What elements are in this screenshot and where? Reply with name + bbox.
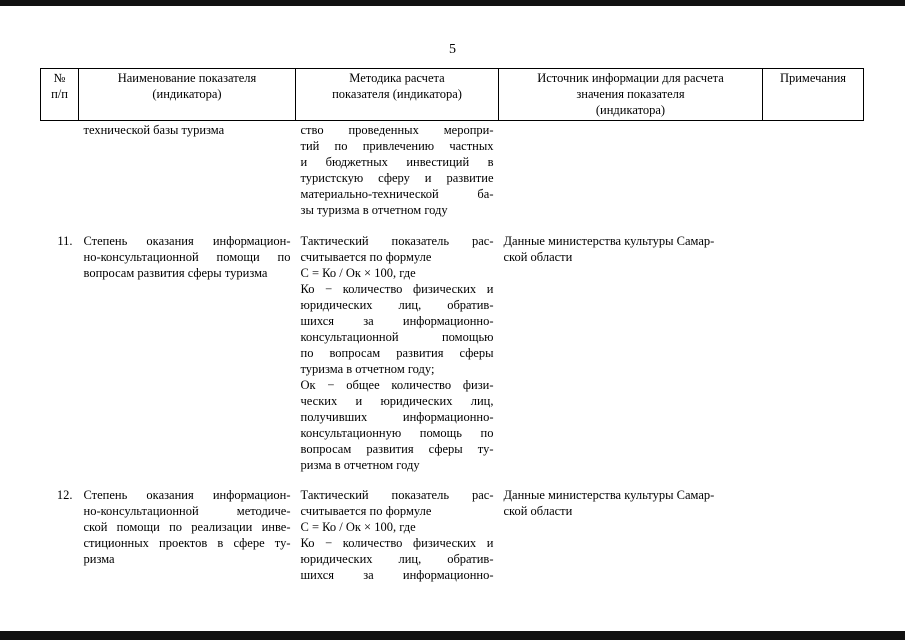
header-notes: Примечания — [763, 69, 864, 121]
header-name: Наименование показателя (индикатора) — [79, 69, 296, 121]
cell-name: Степень оказания информацион- но-консультационной помощи по вопросам развития сферы туризма — [83, 234, 291, 280]
scan-top-edge — [0, 0, 905, 6]
table-row-12 — [41, 487, 864, 583]
table-header-row — [41, 69, 864, 121]
cell-method: ство проведенных меропри- тий по привлечению частных и бюджетных инвестиций в туристскую сферу и развитие материально-технической ба- зы туризма в отчетном году — [300, 123, 494, 217]
header-method: Методика расчета показателя (индикатора) — [296, 69, 499, 121]
cell-name: технической базы туризма — [83, 123, 225, 137]
cell-source — [499, 121, 763, 234]
cell-notes — [763, 233, 864, 487]
scan-bottom-edge — [0, 631, 905, 640]
cell-num — [41, 121, 79, 234]
header-source: Источник информации для расчета значения показателя (индикатора) — [499, 69, 763, 121]
page-number: 5 — [449, 42, 456, 57]
cell-notes — [763, 121, 864, 234]
cell-num: 12. — [56, 488, 73, 502]
table-row-continuation — [41, 121, 864, 234]
cell-method: Тактический показатель рас- считывается по формуле С = Ко / Ок × 100, где Ко − количество физических и юридических лиц, обратив- шихся за информационно- — [300, 488, 494, 582]
cell-source: Данные министерства культуры Самар- ской области — [503, 234, 715, 264]
table-row-11 — [41, 233, 864, 487]
indicator-table — [40, 68, 864, 583]
cell-method: Тактический показатель рас- считывается по формуле С = Ко / Ок × 100, где Ко − количество физических и юридических лиц, обратив- шихся за информационно- консультационной помощью по вопросам развития сферы туризма в отчетном году; Ок − общее количество физи- ческих и юридических лиц, получивших информационно- консультационную помощь по вопросам развития сферы ту- ризма в отчетном году — [300, 234, 494, 472]
header-num: № п/п — [41, 69, 79, 121]
cell-num: 11. — [57, 234, 73, 248]
cell-notes — [763, 487, 864, 583]
cell-source: Данные министерства культуры Самар- ской области — [503, 488, 715, 518]
cell-name: Степень оказания информацион- но-консультационной методиче- ской помощи по реализации инве- стиционных проектов в сфере ту- ризма — [83, 488, 291, 566]
